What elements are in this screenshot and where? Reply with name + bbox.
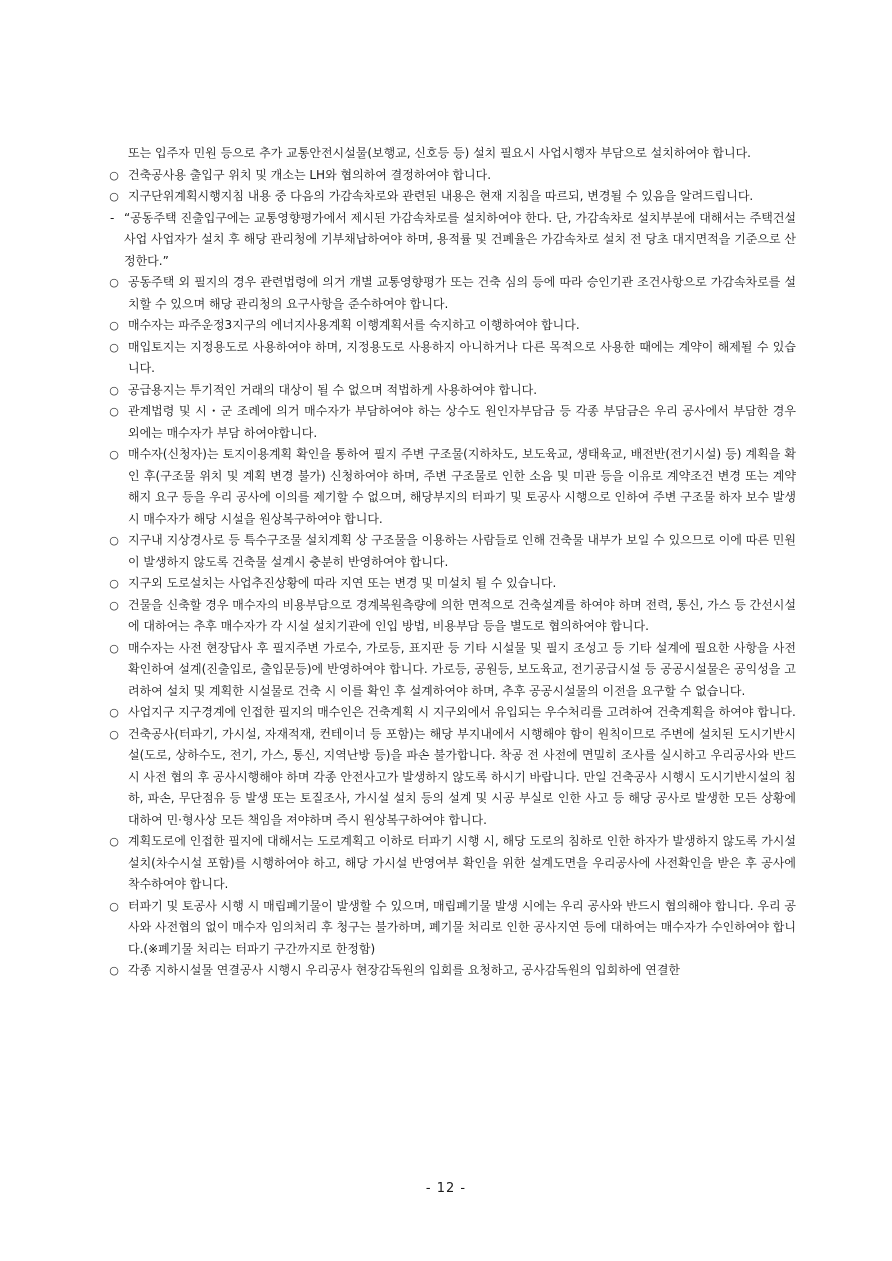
bullet-marker: ○ bbox=[109, 383, 119, 397]
bullet-marker: ○ bbox=[109, 319, 119, 332]
list-item bbox=[104, 960, 796, 982]
list-item-text: 매수자(신청자)는 토지이용계획 확인을 통하여 필지 주변 구조물(지하차도, 보도육교, 생태육교, 배전반(전기시설) 등) 계획을 확인 후(구조물 위치 및 계획 변경 불가) 신청하여야 하며, 주변 구조물로 인한 소음 및 미관 등을 이유로 계약조건 변경 또는 계약해지 요구 등을 우리 공사에 이의를 제기할 수 없으며, 해당부지의 터파기 및 토공사 시행으로 인하여 주변 구조물 하자 보수 발생 시 매수자가 해당 시설을 원상복구하여야 합니다. bbox=[128, 447, 796, 526]
continuation-paragraph bbox=[104, 143, 796, 165]
paragraph-text: 또는 입주자 민원 등으로 추가 교통안전시설물(보행교, 신호등 등) 설치 필요시 사업시행자 부담으로 설치하여야 합니다. bbox=[128, 146, 752, 160]
list-item bbox=[104, 638, 796, 703]
list-item bbox=[104, 831, 796, 896]
list-item-text: 사업지구 지구경계에 인접한 필지의 매수인은 건축계획 시 지구외에서 유입되는 우수처리를 고려하여 건축계획을 하여야 합니다. bbox=[128, 705, 796, 719]
list-item-text: “공동주택 진출입구에는 교통영향평가에서 제시된 가감속차로를 설치하여야 한다. 단, 가감속차로 설치부분에 대해서는 주택건설사업 사업자가 설치 후 해당 관리청에 기부채납하여야 하며, 용적률 및 건폐율은 가감속차로 설치 전 당초 대지면적을 기준으로 산정한다.” bbox=[124, 210, 796, 268]
bullet-marker: ○ bbox=[109, 727, 119, 741]
bullet-marker: ○ bbox=[109, 598, 119, 612]
list-item-quote bbox=[104, 208, 796, 273]
page-number: - 12 - bbox=[425, 1181, 467, 1196]
list-item-text: 건축공사용 출입구 위치 및 개소는 LH와 협의하여 결정하여야 합니다. bbox=[128, 167, 492, 182]
bullet-marker: ○ bbox=[109, 706, 119, 719]
bullet-marker: ○ bbox=[109, 276, 119, 289]
list-item-text: 지구단위계획시행지침 내용 중 다음의 가감속차로와 관련된 내용은 현재 지침을 따르되, 변경될 수 있음을 알려드립니다. bbox=[128, 189, 754, 203]
list-item-text: 지구외 도로설치는 사업추진상황에 따라 지연 또는 변경 및 미설치 될 수 있습니다. bbox=[128, 576, 557, 590]
list-item-text: 지구내 지상경사로 등 특수구조물 설치계획 상 구조물을 이용하는 사람들로 인해 건축물 내부가 보일 수 있으므로 이에 따른 민원이 발생하지 않도록 건축물 설계시 충분히 반영하여야 합니다. bbox=[128, 533, 796, 569]
list-item-text: 관계법령 및 시・군 조례에 의거 매수자가 부담하여야 하는 상수도 원인자부담금 등 각종 부담금은 우리 공사에서 부담한 경우 외에는 매수자가 부담 하여야합니다. bbox=[128, 404, 796, 440]
list-item-text: 건물을 신축할 경우 매수자의 비용부담으로 경계복원측량에 의한 면적으로 건축설계를 하여야 하며 전력, 통신, 가스 등 간선시설에 대하여는 추후 매수자가 각 시설 설치기관에 인입 방법, 비용부담 등을 별도로 협의하여야 합니다. bbox=[128, 597, 796, 633]
list-item bbox=[104, 401, 796, 444]
list-item bbox=[104, 272, 796, 315]
list-item bbox=[104, 444, 796, 530]
list-item bbox=[104, 896, 796, 961]
list-item bbox=[104, 315, 796, 337]
list-item bbox=[104, 595, 796, 638]
bullet-marker: ○ bbox=[109, 534, 119, 547]
bullet-marker: ○ bbox=[109, 899, 119, 913]
bullet-marker: ○ bbox=[109, 964, 119, 977]
bullet-marker: ○ bbox=[109, 835, 119, 848]
dash-marker: - bbox=[110, 210, 115, 225]
list-item bbox=[104, 165, 796, 187]
bullet-marker: ○ bbox=[109, 405, 119, 418]
list-item-text: 매수자는 사전 현장답사 후 필지주변 가로수, 가로등, 표지판 등 기타 시설물 및 필지 조성고 등 기타 설계에 필요한 사항을 사전 확인하여 설계(진출입로, 출입문등)에 반영하여야 합니다. 가로등, 공원등, 보도육교, 전기공급시설 등 공공시설물은 공익성을 고려하여 설치 및 계획한 시설물로 건축 시 이를 확인 후 설계하여야 하며, 추후 공공시설물의 이전을 요구할 수 없습니다. bbox=[128, 640, 796, 698]
list-item-text: 공동주택 외 필지의 경우 관련법령에 의거 개별 교통영향평가 또는 건축 심의 등에 따라 승인기관 조건사항으로 가감속차로를 설치할 수 있으며 해당 관리청의 요구사항을 준수하여야 합니다. bbox=[128, 275, 796, 311]
document-body bbox=[104, 143, 796, 982]
list-item bbox=[104, 186, 796, 208]
bullet-marker: ○ bbox=[109, 190, 119, 203]
list-item bbox=[104, 337, 796, 380]
bullet-marker: ○ bbox=[109, 168, 119, 182]
bullet-marker: ○ bbox=[109, 340, 119, 354]
list-item-text: 매수자는 파주운정3지구의 에너지사용계획 이행계획서를 숙지하고 이행하여야 합니다. bbox=[128, 318, 580, 332]
list-item bbox=[104, 530, 796, 573]
list-item-text: 건축공사(터파기, 가시설, 자재적재, 컨테이너 등 포함)는 해당 부지내에서 시행해야 함이 원칙이므로 주변에 설치된 도시기반시설(도로, 상하수도, 전기, 가스, 통신, 지역난방 등)을 파손 불가합니다. 착공 전 사전에 면밀히 조사를 실시하고 우리공사와 반드시 사전 협의 후 공사시행해야 하며 각종 안전사고가 발생하지 않도록 하시기 바랍니다. 만일 건축공사 시행시 도시기반시설의 침하, 파손, 무단점유 등 발생 또는 토질조사, 가시설 설치 등의 설계 및 시공 부실로 인한 사고 등 해당 공사로 발생한 모든 상황에 대하여 민·형사상 모든 책임을 져야하며 즉시 원상복구하여야 합니다. bbox=[128, 726, 796, 827]
list-item bbox=[104, 724, 796, 832]
bullet-marker: ○ bbox=[109, 641, 119, 655]
list-item-text: 터파기 및 토공사 시행 시 매립폐기물이 발생할 수 있으며, 매립폐기물 발생 시에는 우리 공사와 반드시 협의해야 합니다. 우리 공사와 사전협의 없이 매수자 임의처리 후 청구는 불가하며, 폐기물 처리로 인한 공사지연 등에 대하여는 매수자가 수인하여야 합니다.(※폐기물 처리는 터파기 구간까지로 한정함) bbox=[128, 898, 796, 956]
bullet-marker: ○ bbox=[109, 577, 119, 590]
bullet-marker: ○ bbox=[109, 448, 119, 461]
list-item bbox=[104, 702, 796, 724]
list-item-text: 각종 지하시설물 연결공사 시행시 우리공사 현장감독원의 입회를 요청하고, 공사감독원의 입회하에 연결한 bbox=[128, 963, 681, 977]
list-item-text: 계획도로에 인접한 필지에 대해서는 도로계획고 이하로 터파기 시행 시, 해당 도로의 침하로 인한 하자가 발생하지 않도록 가시설 설치(차수시설 포함)를 시행하여야 하고, 해당 가시설 반영여부 확인을 위한 설계도면을 우리공사에 사전확인을 받은 후 공사에 착수하여야 합니다. bbox=[128, 834, 796, 891]
list-item-text: 공급용지는 투기적인 거래의 대상이 될 수 없으며 적법하게 사용하여야 합니다. bbox=[128, 382, 538, 397]
list-item bbox=[104, 573, 796, 595]
list-item bbox=[104, 380, 796, 402]
list-item-text: 매입토지는 지정용도로 사용하여야 하며, 지정용도로 사용하지 아니하거나 다른 목적으로 사용한 때에는 계약이 해제될 수 있습니다. bbox=[128, 339, 796, 375]
